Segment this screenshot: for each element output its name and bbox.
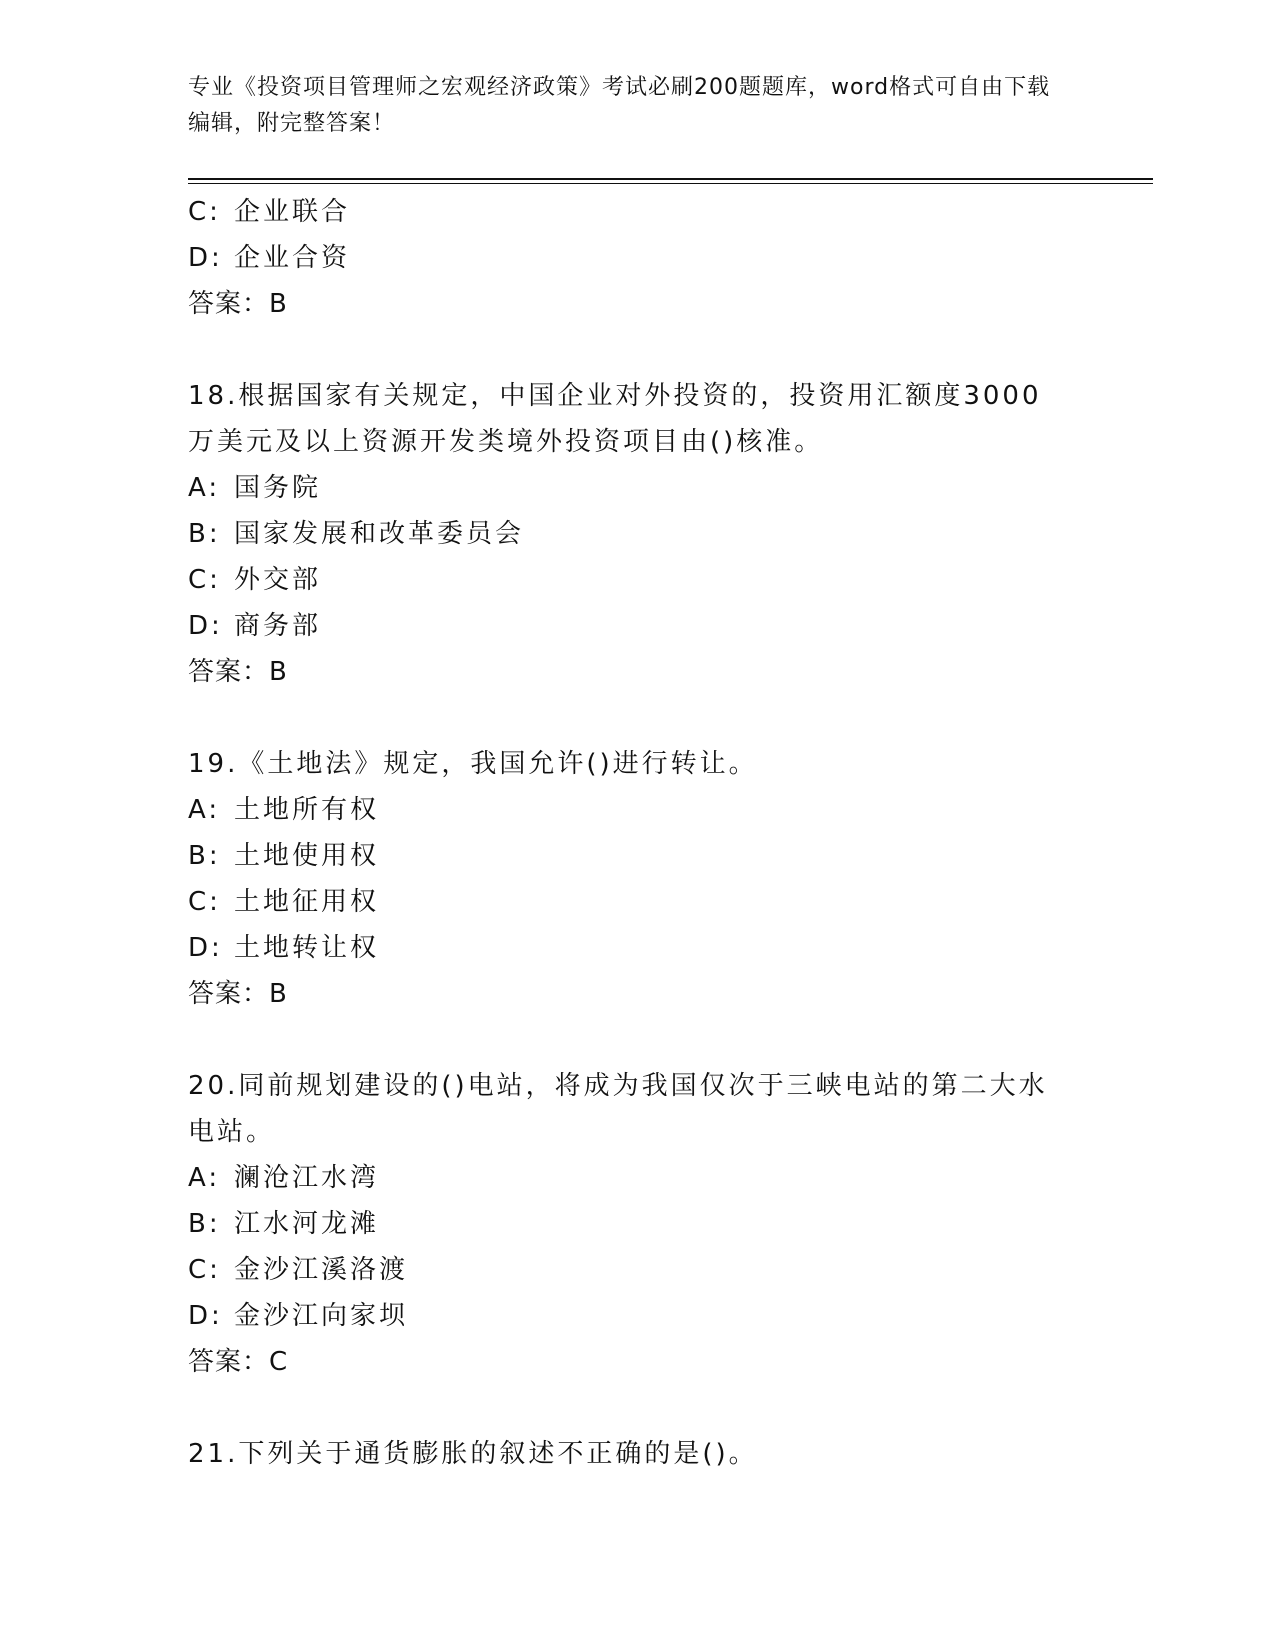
question-list	[188, 189, 1088, 1477]
question-21	[188, 1431, 1088, 1477]
option-d	[188, 603, 1088, 649]
option-text: 外交部	[234, 565, 322, 595]
question-stem: 18.根据国家有关规定，中国企业对外投资的，投资用汇额度3000万美元及以上资源开发类境外投资项目由()核准。	[188, 381, 1042, 457]
option-text: 国务院	[234, 473, 322, 503]
option-text: 江水河龙滩	[234, 1209, 380, 1239]
question-stem: 21.下列关于通货膨胀的叙述不正确的是()。	[188, 1439, 758, 1469]
option-b	[188, 1201, 1088, 1247]
option-c	[188, 557, 1088, 603]
option-key: D:	[188, 243, 223, 273]
header-divider-thin	[188, 183, 1153, 184]
option-key: D:	[188, 611, 223, 641]
option-text: 商务部	[234, 611, 322, 641]
answer-line: 答案：B	[188, 657, 288, 687]
option-text: 企业联合	[234, 197, 351, 227]
question-20	[188, 1063, 1088, 1385]
option-text: 澜沧江水湾	[234, 1163, 380, 1193]
option-key: D:	[188, 1301, 223, 1331]
option-a	[188, 465, 1088, 511]
answer-line: 答案：C	[188, 1347, 289, 1377]
option-b	[188, 511, 1088, 557]
question-stem: 20.同前规划建设的()电站，将成为我国仅次于三峡电站的第二大水电站。	[188, 1071, 1048, 1147]
option-text: 土地使用权	[234, 841, 380, 871]
question-stem: 19.《土地法》规定，我国允许()进行转让。	[188, 749, 758, 779]
option-key: C:	[188, 1255, 221, 1285]
option-a	[188, 1155, 1088, 1201]
option-key: A:	[188, 473, 221, 503]
question-18	[188, 373, 1088, 695]
continued-question-block	[188, 189, 1088, 327]
option-d	[188, 235, 1088, 281]
answer-line: 答案：B	[188, 979, 288, 1009]
option-b	[188, 833, 1088, 879]
option-key: C:	[188, 197, 221, 227]
option-key: C:	[188, 565, 221, 595]
option-text: 金沙江向家坝	[234, 1301, 409, 1331]
option-a	[188, 787, 1088, 833]
option-text: 国家发展和改革委员会	[234, 519, 525, 549]
header-divider-thick	[188, 178, 1153, 180]
option-key: C:	[188, 887, 221, 917]
option-text: 土地所有权	[234, 795, 380, 825]
question-19	[188, 741, 1088, 1017]
option-key: B:	[188, 519, 221, 549]
option-key: A:	[188, 795, 221, 825]
option-d	[188, 925, 1088, 971]
option-text: 企业合资	[234, 243, 351, 273]
option-key: A:	[188, 1163, 221, 1193]
answer-line: 答案：B	[188, 289, 288, 319]
option-text: 金沙江溪洛渡	[234, 1255, 409, 1285]
option-c	[188, 1247, 1088, 1293]
option-key: B:	[188, 1209, 221, 1239]
document-header: 专业《投资项目管理师之宏观经济政策》考试必刷200题题库，word格式可自由下载编辑，附完整答案！	[188, 75, 1051, 136]
option-text: 土地转让权	[234, 933, 380, 963]
option-c	[188, 879, 1088, 925]
option-d	[188, 1293, 1088, 1339]
option-key: B:	[188, 841, 221, 871]
option-c	[188, 189, 1088, 235]
option-key: D:	[188, 933, 223, 963]
option-text: 土地征用权	[234, 887, 380, 917]
